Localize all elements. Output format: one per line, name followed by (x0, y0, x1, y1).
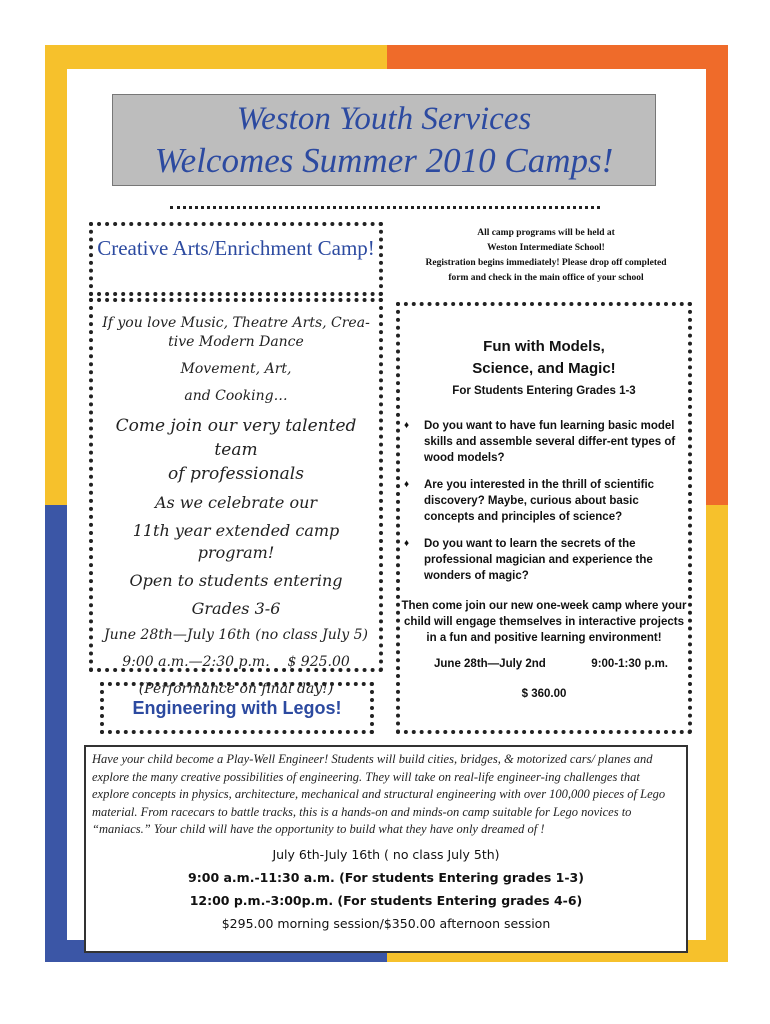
list-item (400, 536, 678, 584)
lego-session-morning: 9:00 a.m.-11:30 a.m. (For students Entering grades 1-3) (188, 869, 584, 885)
arts-line: If you love Music, Theatre Arts, Crea- (102, 315, 370, 331)
lego-pricing: $295.00 morning session/$350.00 afternoon session (221, 915, 551, 931)
note-line: All camp programs will be held at (477, 228, 615, 238)
note-line: Weston Intermediate School! (487, 243, 605, 253)
lego-description: Have your child become a Play-Well Engineer! Students will build cities, bridges, & motorized cars/ planes and explore the many creative possibilities of engineering. They will take on real-life engineer-ing challenges that explore concepts in physics, architecture, mechanical and structural engineering with over 100,000 pieces of Lego material. From racecars to battle tracks, this is a hands-on and minds-on camp suitable for Lego novices to “maniacs.” Your child will have the opportunity to build what they have only dreamed of ! (92, 752, 666, 836)
note-line: Registration begins immediately! Please drop off completed (425, 258, 667, 268)
arts-line: of professionals (168, 464, 304, 484)
arts-line: As we celebrate our (154, 493, 318, 512)
arts-line: Grades 3-6 (191, 599, 281, 618)
arts-line: 9:00 a.m.—2:30 p.m. $ 925.00 (122, 654, 350, 670)
models-camp-box (396, 302, 692, 734)
lego-description-box (84, 745, 688, 953)
header-title-line2: Welcomes Summer 2010 Camps! (154, 141, 614, 180)
diamond-bullet-icon: ♦ (404, 420, 410, 431)
diamond-bullet-icon: ♦ (404, 479, 410, 490)
arts-line: 11th year extended camp program! (132, 521, 340, 562)
list-item (400, 418, 678, 466)
lego-dates: July 6th-July 16th ( no class July 5th) (272, 846, 500, 862)
arts-line: tive Modern Dance (168, 334, 304, 350)
models-bullet-list (400, 418, 688, 584)
models-subtitle: For Students Entering Grades 1-3 (452, 385, 636, 397)
lego-title-box (100, 682, 374, 734)
bullet-text: Are you interested in the thrill of scientific discovery? Maybe, curious about basic concepts and principles of science? (424, 479, 655, 523)
frame-top-orange (387, 45, 728, 69)
arts-line: and Cooking… (184, 388, 288, 404)
models-title: Science, and Magic! (472, 360, 616, 377)
creative-arts-title-box (89, 222, 383, 296)
models-time: 9:00-1:30 p.m. (591, 658, 668, 670)
arts-line: Open to students entering (129, 571, 343, 590)
models-dates: June 28th—July 2nd (434, 658, 546, 670)
arts-line: Movement, Art, (180, 361, 292, 377)
frame-left-yellow (45, 45, 67, 505)
bullet-text: Do you want to have fun learning basic model skills and assemble several differ-ent types of wood models? (424, 420, 676, 464)
bullet-text: Do you want to learn the secrets of the professional magician and experience the wonders of magic? (424, 538, 653, 582)
diamond-bullet-icon: ♦ (404, 538, 410, 549)
arts-line: June 28th—July 16th (no class July 5) (104, 627, 368, 643)
models-call-to-action: Then come join our new one-week camp where your child will engage themselves in interactive projects in a fun and positive learning environment! (401, 600, 687, 644)
divider (170, 206, 600, 209)
models-title: Fun with Models, (483, 338, 605, 355)
arts-line: Come join our very talented team (115, 416, 357, 460)
models-price: $ 360.00 (521, 688, 567, 700)
lego-schedule (92, 843, 680, 935)
arts-line: (Performance on final day!) (138, 681, 334, 697)
frame-right-yellow (706, 505, 728, 962)
creative-arts-title: Creative Arts/Enrichment Camp! (97, 236, 375, 260)
list-item (400, 477, 678, 525)
header-title-line1: Weston Youth Services (236, 101, 532, 137)
frame-left-blue (45, 505, 67, 962)
creative-arts-details (89, 298, 383, 697)
frame-right-orange (706, 45, 728, 505)
page-header (112, 94, 656, 186)
lego-title: Engineering with Legos! (132, 698, 342, 718)
lego-session-afternoon: 12:00 p.m.-3:00p.m. (For students Entering grades 4-6) (189, 892, 583, 908)
frame-top-yellow (45, 45, 387, 69)
registration-note (396, 226, 696, 286)
note-line: form and check in the main office of your school (448, 273, 644, 283)
models-schedule (400, 658, 688, 670)
